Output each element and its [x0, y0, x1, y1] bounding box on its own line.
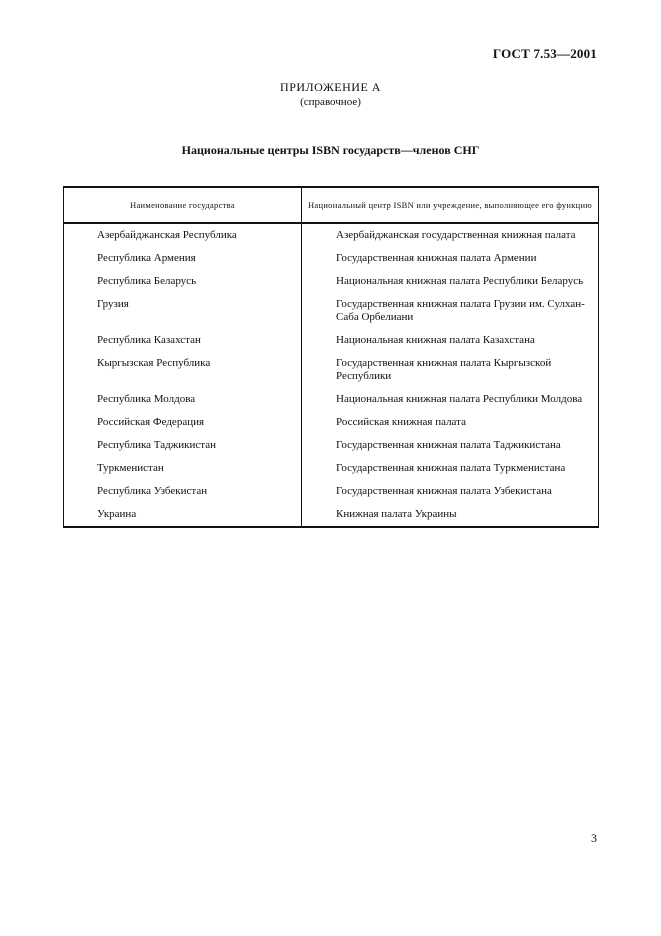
center-cell: Государственная книжная палата Армении — [302, 247, 599, 270]
center-cell: Государственная книжная палата Кыргызской Республики — [302, 352, 599, 388]
state-cell: Республика Узбекистан — [64, 480, 302, 503]
state-cell: Республика Молдова — [64, 388, 302, 411]
appendix-heading — [0, 80, 661, 110]
center-cell: Государственная книжная палата Грузии им. Сулхан-Саба Орбелиани — [302, 293, 599, 329]
center-cell: Азербайджанская государственная книжная палата — [302, 223, 599, 247]
isbn-centers-table — [63, 186, 599, 528]
table-header-row — [64, 187, 599, 223]
table-row — [64, 457, 599, 480]
table-row — [64, 480, 599, 503]
state-cell: Республика Таджикистан — [64, 434, 302, 457]
center-cell: Государственная книжная палата Туркменистана — [302, 457, 599, 480]
table-row — [64, 388, 599, 411]
table-row — [64, 270, 599, 293]
column-header-center: Национальный центр ISBN или учреждение, выполняющее его функцию — [302, 187, 599, 223]
table-row — [64, 411, 599, 434]
table-row — [64, 293, 599, 329]
state-cell: Украина — [64, 503, 302, 527]
center-cell: Национальная книжная палата Республики Молдова — [302, 388, 599, 411]
document-code: ГОСТ 7.53—2001 — [492, 46, 597, 61]
appendix-title: ПРИЛОЖЕНИЕ А — [280, 80, 381, 94]
state-cell: Республика Беларусь — [64, 270, 302, 293]
center-cell: Государственная книжная палата Таджикистана — [302, 434, 599, 457]
table-title: Национальные центры ISBN государств—членов СНГ — [181, 143, 480, 157]
state-cell: Грузия — [64, 293, 302, 329]
table-row — [64, 352, 599, 388]
center-cell: Национальная книжная палата Казахстана — [302, 329, 599, 352]
state-cell: Кыргызская Республика — [64, 352, 302, 388]
table-row — [64, 329, 599, 352]
center-cell: Государственная книжная палата Узбекистана — [302, 480, 599, 503]
page-number: 3 — [591, 831, 597, 845]
center-cell: Книжная палата Украины — [302, 503, 599, 527]
center-cell: Российская книжная палата — [302, 411, 599, 434]
state-cell: Российская Федерация — [64, 411, 302, 434]
appendix-subtitle: (справочное) — [300, 96, 361, 108]
column-header-state: Наименование государства — [64, 187, 302, 223]
state-cell: Туркменистан — [64, 457, 302, 480]
center-cell: Национальная книжная палата Республики Беларусь — [302, 270, 599, 293]
state-cell: Азербайджанская Республика — [64, 223, 302, 247]
table-row — [64, 434, 599, 457]
state-cell: Республика Армения — [64, 247, 302, 270]
table-row — [64, 247, 599, 270]
table-row — [64, 503, 599, 527]
state-cell: Республика Казахстан — [64, 329, 302, 352]
table-row — [64, 223, 599, 247]
